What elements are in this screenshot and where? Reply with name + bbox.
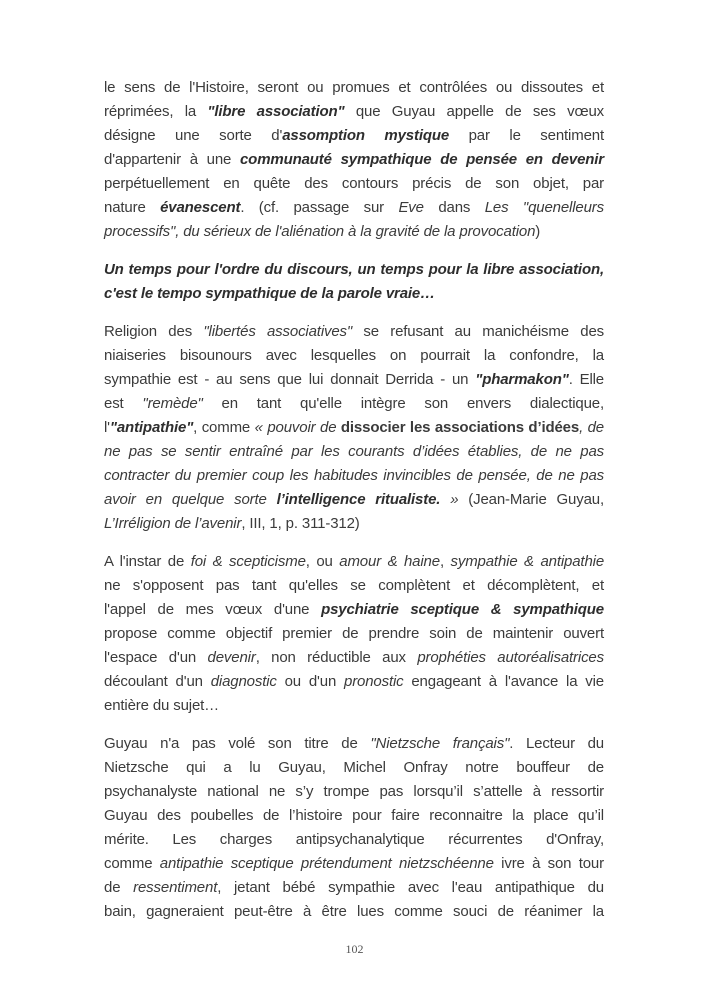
text-run: , comme	[193, 419, 255, 436]
emphasis-run: L’Irréligion de l’avenir	[104, 515, 242, 532]
text-line	[104, 368, 604, 392]
text-run: l'espace d'un	[104, 649, 208, 666]
text-run: , III, 1, p. 311-312)	[241, 515, 360, 532]
text-run: se refusant au manichéisme des	[352, 323, 604, 340]
text-run: désigne une sorte d'	[104, 127, 283, 144]
text-run: réprimées, la	[104, 103, 208, 120]
emphasis-run: ressentiment	[133, 879, 218, 896]
text-line	[104, 320, 604, 344]
emphasis-run: amour & haine	[339, 553, 440, 570]
text-line	[104, 852, 604, 876]
text-run: Religion des	[104, 323, 204, 340]
text-line	[104, 574, 604, 598]
text-run: psychanalyste national ne s’y trompe pas lorsqu’il s’attelle à ressortir	[104, 783, 604, 800]
text-line	[104, 804, 604, 828]
paragraph	[104, 258, 604, 306]
emphasis-run: prophéties autoréalisatrices	[417, 649, 604, 666]
text-run: . Elle	[568, 371, 604, 388]
text-line	[104, 670, 604, 694]
text-run: engageant à l'avance la vie	[403, 673, 604, 690]
text-line	[104, 124, 604, 148]
text-line	[104, 512, 604, 536]
text-run: bain, gagneraient peut-être à être lues comme souci de réanimer la	[104, 903, 604, 920]
emphasis-run: "pharmakon"	[475, 371, 569, 388]
emphasis-run: »	[440, 491, 459, 508]
paragraph	[104, 550, 604, 718]
text-run: sympathie est - au sens que lui donnait Derrida - un	[104, 371, 476, 388]
text-run: perpétuellement en quête des contours précis de son objet, par	[104, 175, 604, 192]
text-line	[104, 416, 604, 440]
page-number: 102	[345, 942, 364, 956]
text-run: en tant qu'elle intègre son envers dialectique,	[202, 395, 604, 412]
emphasis-run: Les "quenelleurs	[484, 199, 604, 216]
text-run: l'appel de mes vœux d'une	[104, 601, 322, 618]
text-line	[104, 464, 604, 488]
paragraph	[104, 732, 604, 924]
emphasis-run: processifs", du sérieux de l'aliénation à la gravité de la provocation	[104, 223, 536, 240]
text-run: . Lecteur du	[509, 735, 605, 752]
text-run: propose comme objectif premier de prendre soin de maintenir ouvert	[104, 625, 604, 642]
text-run: , jetant bébé sympathie avec l'eau antipathique du	[217, 879, 604, 896]
emphasis-run: dissocier les associations d’idées	[340, 419, 580, 436]
text-run: ivre à son tour	[493, 855, 604, 872]
page-body	[104, 76, 604, 938]
text-line	[104, 876, 604, 900]
text-line	[104, 622, 604, 646]
text-run: comme	[104, 855, 160, 872]
emphasis-run: "antipathie"	[109, 419, 194, 436]
text-line	[104, 488, 604, 512]
text-run: de	[104, 879, 134, 896]
text-run: A l'instar de	[104, 553, 191, 570]
emphasis-run: Eve	[398, 199, 424, 216]
emphasis-run: "libertés associatives"	[203, 323, 353, 340]
emphasis-run: "remède"	[142, 395, 203, 412]
text-line	[104, 440, 604, 464]
text-line	[104, 172, 604, 196]
emphasis-run: "Nietzsche français"	[370, 735, 510, 752]
text-line	[104, 694, 604, 718]
text-run: )	[535, 223, 541, 240]
text-run: (Jean-Marie Guyau,	[458, 491, 604, 508]
paragraph	[104, 320, 604, 536]
text-run: nature	[104, 199, 161, 216]
emphasis-run: psychiatrie sceptique & sympathique	[321, 601, 604, 618]
text-run: Nietzsche qui a lu Guyau, Michel Onfray notre bouffeur de	[104, 759, 604, 776]
text-line	[104, 100, 604, 124]
text-run: , non réductible aux	[255, 649, 418, 666]
text-line	[104, 598, 604, 622]
emphasis-run: évanescent	[160, 199, 241, 216]
text-run: Guyau n'a pas volé son titre de	[104, 735, 371, 752]
text-run: , ou	[305, 553, 340, 570]
emphasis-run: devenir	[207, 649, 256, 666]
text-line	[104, 646, 604, 670]
text-line	[104, 900, 604, 924]
text-line	[104, 220, 604, 244]
emphasis-run: contracter du premier coup les habitudes invincibles de pensée, de ne pas	[104, 467, 604, 484]
emphasis-run: assomption mystique	[282, 127, 450, 144]
text-line	[104, 258, 604, 282]
text-run: d'appartenir à une	[104, 151, 240, 168]
text-line	[104, 344, 604, 368]
text-line	[104, 732, 604, 756]
text-line	[104, 196, 604, 220]
emphasis-run: , de	[579, 419, 604, 436]
emphasis-run: avoir en quelque sorte	[104, 491, 277, 508]
text-run: par le sentiment	[449, 127, 604, 144]
emphasis-run: sympathie & antipathie	[450, 553, 605, 570]
text-run: découlant d'un	[104, 673, 211, 690]
text-line	[104, 282, 604, 306]
text-line	[104, 148, 604, 172]
emphasis-run: diagnostic	[210, 673, 277, 690]
emphasis-run: pronostic	[344, 673, 404, 690]
emphasis-run: ne pas se sentir entraîné par les courants d’idées établies, de ne pas	[104, 443, 604, 460]
text-run: ou d'un	[276, 673, 344, 690]
emphasis-run: Un temps pour l'ordre du discours, un temps pour la libre association,	[104, 261, 604, 278]
text-run: dans	[423, 199, 485, 216]
text-run: que Guyau appelle de ses vœux	[344, 103, 605, 120]
text-line	[104, 780, 604, 804]
text-run: entière du sujet…	[104, 697, 220, 714]
emphasis-run: « pouvoir de	[254, 419, 341, 436]
text-run: l'	[104, 419, 110, 436]
text-run: est	[104, 395, 143, 412]
text-run: mérite. Les charges antipsychanalytique récurrentes d'Onfray,	[104, 831, 604, 848]
text-run: le sens de l'Histoire, seront ou promues et contrôlées ou dissoutes et	[104, 79, 604, 96]
emphasis-run: l’intelligence ritualiste.	[276, 491, 441, 508]
text-line	[104, 392, 604, 416]
text-run: . (cf. passage sur	[240, 199, 399, 216]
emphasis-run: "libre association"	[207, 103, 345, 120]
emphasis-run: antipathie sceptique prétendument nietzschéenne	[159, 855, 494, 872]
emphasis-run: foi & scepticisme	[190, 553, 306, 570]
text-line	[104, 756, 604, 780]
emphasis-run: c'est le tempo sympathique de la parole vraie…	[104, 285, 435, 302]
text-run: niaiseries bisounours avec lesquelles on pourrait la confondre, la	[104, 347, 604, 364]
text-run: ne s'opposent pas tant qu'elles se complètent et décomplètent, et	[104, 577, 604, 594]
text-run: Guyau des poubelles de l’histoire pour faire reconnaitre la place qu’il	[104, 807, 604, 824]
text-run: ,	[439, 553, 451, 570]
text-line	[104, 550, 604, 574]
paragraph	[104, 76, 604, 244]
text-line	[104, 76, 604, 100]
emphasis-run: communauté sympathique de pensée en devenir	[239, 151, 604, 168]
text-line	[104, 828, 604, 852]
